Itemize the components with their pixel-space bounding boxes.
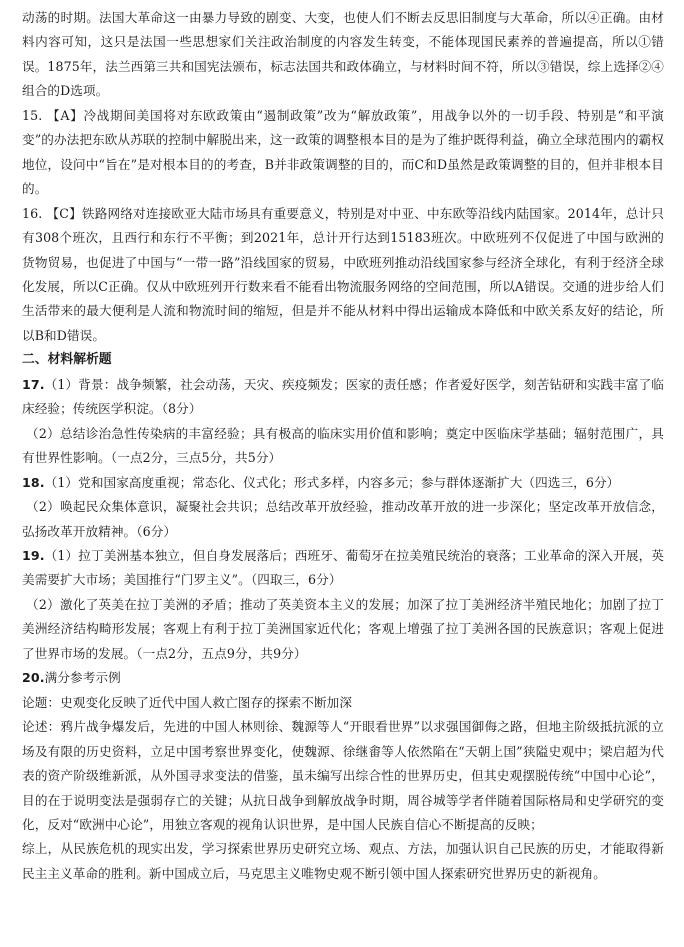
answer-text: （1）党和国家高度重视；常态化、仪式化；形式多样，内容多元；参与群体逐渐扩大（四选三，6分） bbox=[44, 474, 620, 490]
answer-text: （1）背景：战争频繁，社会动荡，天灾、疾疫频发；医家的责任感；作者爱好医学，刻苦钻研和实践丰富了临床经验；传统医学积淀。（8分） bbox=[22, 376, 664, 417]
paragraph-q16: 16. 【C】铁路网络对连接欧亚大陆市场具有重要意义，特别是对中亚、中东欧等沿线内陆国家。2014年，总计只有308个班次，且西行和东行不平衡；到2021年，总计开行达到15183班次。中欧班列不仅促进了中国与欧洲的货物贸易，也促进了中国与“一带一路”沿线国家的贸易，中欧班列推动沿线国家参与经济全球化，有利于经济全球化发展，所以C正确。仅从中欧班列开行数来看不能看出物流服务网络的空间范围，所以A错误。交通的进步给人们生活带来的最大便利是人流和物流时间的缩短，但是并不能从材料中得出运输成本降低和中欧关系友好的结论，所以B和D错误。 bbox=[22, 205, 664, 343]
answer-18-part1 bbox=[22, 471, 664, 495]
answer-19-part1 bbox=[22, 544, 664, 593]
answer-19-part2 bbox=[22, 593, 664, 666]
answer-text: 满分参考示例 bbox=[44, 670, 121, 686]
section-heading: 二、材料解析题 bbox=[22, 352, 112, 368]
answer-text: （2）唤起民众集体意识，凝聚社会共识；总结改革开放经验，推动改革开放的进一步深化；坚定改革开放信念，弘扬改革开放精神。（6分） bbox=[22, 499, 664, 539]
answer-text: （2）总结诊治急性传染病的丰富经验；具有极高的临床实用价值和影响；奠定中医临床学基础；辐射范围广，具有世界性影响。（一点2分，三点5分，共5分） bbox=[22, 425, 664, 466]
answer-17-part2 bbox=[22, 422, 664, 471]
paragraph-q14-continued: 动荡的时期。法国大革命这一由暴力导致的剧变、大变，也使人们不断去反思旧制度与大革命，所以④正确。由材料内容可知，这只是法国一些思想家们关注政治制度的内容发生转变，不能体现国民素养的普遍提高，所以①错误。1875年，法兰西第三共和国宪法颁布，标志法国共和政体确立，与材料时间不符，所以③错误，综上选择②④组合的D选项。 bbox=[22, 10, 664, 99]
answer-18-part2 bbox=[22, 495, 664, 544]
paragraph-q15: 15. 【A】冷战期间美国将对东欧政策由“遏制政策”改为“解放政策”，用战争以外的一切手段、特别是“和平演变”的办法把东欧从苏联的控制中解脱出来，这一政策的调整根本目的是为了维护既得利益，确立全球范围内的霸权地位，设问中“旨在”是对根本目的的考查，B并非政策调整的目的，而C和D虽然是政策调整的目的，但并非根本目的。 bbox=[22, 107, 664, 197]
question-number: 18. bbox=[22, 474, 45, 490]
question-number: 19. bbox=[22, 547, 45, 563]
essay-body: 论述：鸦片战争爆发后，先进的中国人林则徐、魏源等人“开眼看世界”以求强国御侮之路，但地主阶级抵抗派的立场及有限的历史资料，立足中国考察世界变化，使魏源、徐继畬等人依然陷在“天朝上国”狭隘史观中；梁启超为代表的资产阶级维新派，从外国寻求变法的借鉴，虽未编写出综合性的世界历史，但其史观摆脱传统“中国中心论”，目的在于说明变法是强弱存亡的关键；从抗日战争到解放战争时期，周谷城等学者伴随着国际格局和史学研究的变化，反对“欧洲中心论”，用独立客观的视角认识世界，是中国人民族自信心不断提高的反映； bbox=[22, 719, 664, 832]
question-number: 20. bbox=[22, 670, 45, 686]
question-number: 17. bbox=[22, 376, 45, 392]
essay-thesis: 论题：史观变化反映了近代中国人救亡图存的探索不断加深 bbox=[22, 694, 353, 710]
answer-text: （2）激化了英美在拉丁美洲的矛盾；推动了英美资本主义的发展；加深了拉丁美洲经济半殖民地化；加剧了拉丁美洲经济结构畸形发展；客观上有利于拉丁美洲国家近代化；客观上增强了拉丁美洲各国的民族意识；客观上促进了世界市场的发展。（一点2分，五点9分，共9分） bbox=[22, 596, 664, 661]
answer-text: （1）拉丁美洲基本独立，但自身发展落后；西班牙、葡萄牙在拉美殖民统治的衰落；工业革命的深入开展，英美需要扩大市场；美国推行“门罗主义”。（四取三，6分） bbox=[22, 547, 664, 588]
answer-17-part1 bbox=[22, 373, 664, 422]
essay-conclusion: 综上，从民族危机的现实出发，学习探索世界历史研究立场、观点、方法，加强认识自己民族的历史，才能取得新民主主义革命的胜利。新中国成立后，马克思主义唯物史观不断引领中国人探索研究世界历史的新视角。 bbox=[22, 841, 664, 881]
answer-20-heading bbox=[22, 666, 664, 690]
